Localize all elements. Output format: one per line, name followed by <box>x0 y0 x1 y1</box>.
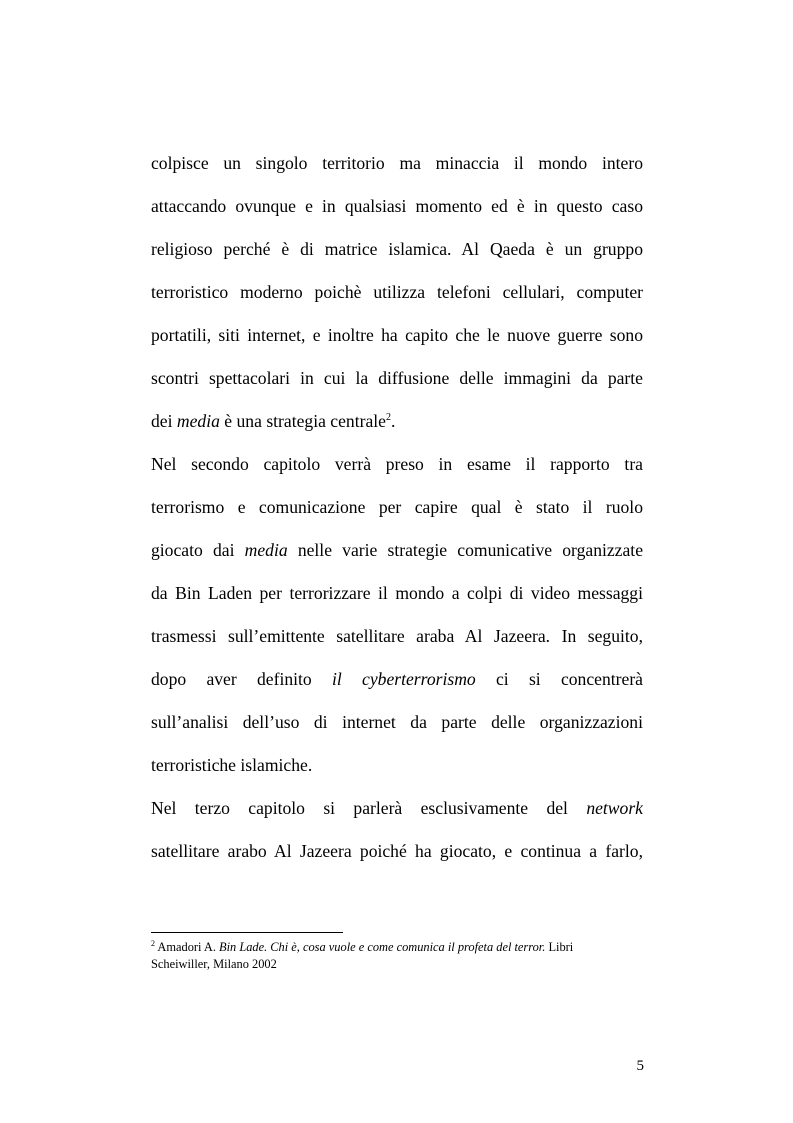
body-line-13 <box>151 667 643 691</box>
body-line-3: religioso perché è di matrice islamica. Al Qaeda è un gruppo <box>151 239 643 259</box>
body-line-12: trasmessi sull’emittente satellitare araba Al Jazeera. In seguito, <box>151 626 643 646</box>
italic-term: network <box>586 798 643 818</box>
text-run: nelle varie strategie comunicative organizzate <box>287 540 643 560</box>
text-run: . <box>390 411 396 431</box>
body-line-1: colpisce un singolo territorio ma minaccia il mondo intero <box>151 153 643 173</box>
text-run: Nel terzo capitolo si parlerà esclusivamente del <box>151 798 587 818</box>
body-line-14: sull’analisi dell’uso di internet da parte delle organizzazioni <box>151 712 643 732</box>
footnote-number: 2 <box>151 938 155 948</box>
body-line-15: terroristiche islamiche. <box>151 755 313 775</box>
body-line-2: attaccando ovunque e in qualsiasi momento ed è in questo caso <box>151 196 643 216</box>
footnote-line-1 <box>151 939 643 955</box>
body-line-5: portatili, siti internet, e inoltre ha capito che le nuove guerre sono <box>151 325 643 345</box>
italic-term: media <box>176 411 220 431</box>
italic-term: il cyberterrorismo <box>331 669 476 689</box>
text-run: ci si concentrerà <box>475 669 643 689</box>
body-line-9: terrorismo e comunicazione per capire qual è stato il ruolo <box>151 497 643 517</box>
body-line-4: terroristico moderno poichè utilizza telefoni cellulari, computer <box>151 282 643 302</box>
text-run: dopo aver definito <box>151 669 332 689</box>
body-line-6: scontri spettacolari in cui la diffusione delle immagini da parte <box>151 368 643 388</box>
footnote-author: Amadori A. <box>155 940 220 954</box>
text-run: dei <box>151 411 177 431</box>
body-line-17: satellitare arabo Al Jazeera poiché ha giocato, e continua a farlo, <box>151 841 643 861</box>
footnote-title: Bin Lade. Chi è, cosa vuole e come comunica il profeta del terror. <box>219 940 546 954</box>
text-run: è una strategia centrale <box>219 411 386 431</box>
body-line-16 <box>151 796 643 820</box>
footnote-reference: 2 <box>385 412 391 424</box>
body-line-11: da Bin Laden per terrorizzare il mondo a colpi di video messaggi <box>151 583 643 603</box>
body-line-8: Nel secondo capitolo verrà preso in esame il rapporto tra <box>151 454 643 474</box>
text-run: giocato dai <box>151 540 245 560</box>
body-line-7 <box>151 409 643 433</box>
footnote-publisher: Libri <box>545 940 574 954</box>
page-number: 5 <box>636 1058 644 1074</box>
italic-term: media <box>244 540 288 560</box>
footnote-line-2: Scheiwiller, Milano 2002 <box>151 957 277 971</box>
footnote-separator <box>151 932 343 933</box>
body-line-10 <box>151 538 643 562</box>
